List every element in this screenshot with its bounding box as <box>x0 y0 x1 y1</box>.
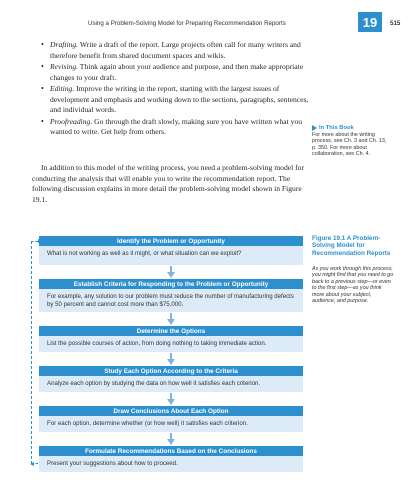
flow-step-description: What is not working as well as it might, or what situation can we exploit? <box>39 246 303 265</box>
down-arrow-icon <box>167 353 175 365</box>
list-item <box>41 117 311 138</box>
flow-step-title: Draw Conclusions About Each Option <box>39 406 303 416</box>
flow-step-4 <box>39 366 303 392</box>
arrow-right-icon <box>312 125 317 131</box>
figure-caption-label: Figure 19.1 <box>312 235 346 242</box>
list-item <box>41 84 311 116</box>
figure-loop-bracket <box>31 241 38 464</box>
down-arrow-icon <box>167 266 175 278</box>
page-number: 515 <box>390 20 401 27</box>
down-arrow-icon <box>167 393 175 405</box>
list-item-text: Write a draft of the report. Large projects often call for many writers and therefore benefit from shared document spaces and wikis. <box>50 40 301 60</box>
flow-step-description: For example, any solution to our problem must reduce the number of manufacturing defects by 50 percent and cannot cost more than $75,000. <box>39 289 303 312</box>
list-item <box>41 40 311 61</box>
flow-step-title: Study Each Option According to the Criteria <box>39 366 303 376</box>
flow-step-description: List the possible courses of action, from doing nothing to taking immediate action. <box>39 336 303 352</box>
flow-step-5 <box>39 406 303 432</box>
flow-step-3 <box>39 326 303 352</box>
flow-step-title: Establish Criteria for Responding to the Problem or Opportunity <box>39 279 303 289</box>
flow-step-description: For each option, determine whether (or how well) it satisfies each criterion. <box>39 416 303 432</box>
flow-step-description: Present your suggestions about how to proceed. <box>39 456 303 472</box>
flow-step-1 <box>39 236 303 265</box>
sidebar-note-header <box>312 125 392 132</box>
flow-step-title: Determine the Options <box>39 326 303 336</box>
list-item-term: Editing. <box>50 84 75 93</box>
sidebar-note <box>312 125 392 158</box>
chapter-number-badge: 19 <box>358 12 382 32</box>
down-arrow-icon <box>167 433 175 445</box>
list-item-term: Revising. <box>50 62 79 71</box>
flow-step-6 <box>39 446 303 472</box>
running-head: Using a Problem-Solving Model for Preparing Recommendation Reports <box>88 20 286 27</box>
list-item-term: Drafting. <box>50 40 79 49</box>
flow-step-description: Analyze each option by studying the data on how well it satisfies each criterion. <box>39 376 303 392</box>
list-item-text: Think again about your audience and purpose, and then make appropriate changes to your draft. <box>50 62 304 82</box>
intro-paragraph: In addition to this model of the writing process, you need a problem-solving model for conducting the analysis that will enable you to write the recommendation report. The following discussion explains in more detail the problem-solving model shown in Figure 19.1. <box>32 163 304 204</box>
down-arrow-icon <box>167 313 175 325</box>
figure-note: As you work through this process, you might find that you need to go back to a previous step—or even to the first step—as you think more about your subject, audience, and purpose. <box>312 266 394 305</box>
list-item <box>41 62 311 83</box>
flow-step-title: Identify the Problem or Opportunity <box>39 236 303 246</box>
arrow-left-icon <box>30 462 34 466</box>
list-item-term: Proofreading. <box>50 116 93 126</box>
sidebar-note-title: In This Book <box>319 125 354 131</box>
flow-step-2 <box>39 279 303 312</box>
sidebar-note-text: For more about the writing process, see Ch. 3 and Ch. 13, p. 350. For more about collaboration, see Ch. 4. <box>312 131 387 158</box>
list-item-text: Improve the writing in the report, starting with the largest issues of development and emphasis and working down to the sections, paragraphs, sentences, and individual words. <box>50 84 309 114</box>
figure-caption-title: A Problem-Solving Model for Recommendation Reports <box>312 235 391 257</box>
flow-step-title: Formulate Recommendations Based on the Conclusions <box>39 446 303 456</box>
list-item-text: Go through the draft slowly, making sure you have written what you wanted to write. Get help from others. <box>50 116 303 136</box>
figure-caption <box>312 235 396 257</box>
writing-process-list <box>41 40 311 139</box>
